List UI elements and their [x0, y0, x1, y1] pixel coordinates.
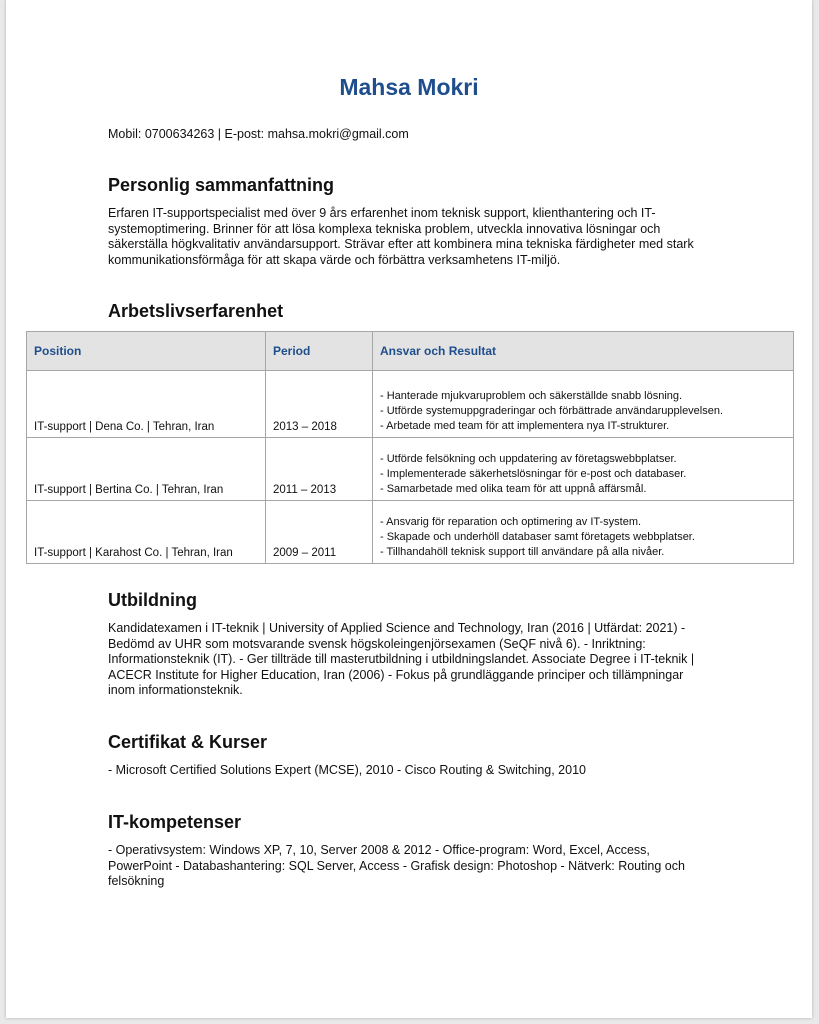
experience-heading: Arbetslivserfarenhet [108, 301, 284, 321]
table-row [27, 371, 794, 438]
responsibility-item: - Hanterade mjukvaruproblem och säkerställde snabb lösning. [380, 390, 683, 402]
position-cell: IT-support | Bertina Co. | Tehran, Iran [27, 438, 266, 501]
education-text: Kandidatexamen i IT-teknik | University of Applied Science and Technology, Iran (2016 | Utfärdat: 2021) - Bedömd av UHR som motsvarande svensk högskoleingenjörsexamen (SeQF nivå 6). - Inriktning: Informationsteknik (IT). - Ger tillträde till masterutbildning i utbildningslandet. Associate Degree i IT-teknik | ACECR Institute for Higher Education, Iran (2006) - Fokus på grundläggande principer och tillämpningar inom informationsteknik. [108, 621, 695, 697]
responsibilities-cell [373, 371, 794, 438]
responsibility-item: - Implementerade säkerhetslösningar för e-post och databaser. [380, 468, 687, 480]
candidate-name: Mahsa Mokri [339, 74, 479, 100]
column-header-responsibilities: Ansvar och Resultat [373, 332, 794, 371]
responsibility-item: - Tillhandahöll teknisk support till användare på alla nivåer. [380, 546, 665, 558]
table-row [27, 438, 794, 501]
skills-text: - Operativsystem: Windows XP, 7, 10, Server 2008 & 2012 - Office-program: Word, Excel, Access, PowerPoint - Databashantering: SQL Server, Access - Grafisk design: Photoshop - Nätverk: Routing och felsökning [108, 843, 685, 888]
resume-page [6, 0, 812, 1018]
responsibility-item: - Arbetade med team för att implementera nya IT-strukturer. [380, 420, 670, 432]
contact-info: Mobil: 0700634263 | E-post: mahsa.mokri@gmail.com [108, 127, 409, 141]
skills-heading: IT-kompetenser [108, 812, 242, 832]
position-cell: IT-support | Dena Co. | Tehran, Iran [27, 371, 266, 438]
responsibilities-cell [373, 438, 794, 501]
certificates-text: - Microsoft Certified Solutions Expert (MCSE), 2010 - Cisco Routing & Switching, 2010 [108, 763, 586, 777]
period-cell: 2011 – 2013 [266, 438, 373, 501]
column-header-period: Period [266, 332, 373, 371]
table-row [27, 501, 794, 564]
column-header-position: Position [27, 332, 266, 371]
responsibility-item: - Samarbetade med olika team för att uppnå affärsmål. [380, 483, 647, 495]
responsibility-item: - Utförde felsökning och uppdatering av företagswebbplatser. [380, 453, 677, 465]
certificates-heading: Certifikat & Kurser [108, 732, 268, 752]
period-cell: 2013 – 2018 [266, 371, 373, 438]
responsibility-item: - Utförde systemuppgraderingar och förbättrade användarupplevelsen. [380, 405, 724, 417]
education-heading: Utbildning [108, 590, 197, 610]
position-cell: IT-support | Karahost Co. | Tehran, Iran [27, 501, 266, 564]
responsibility-item: - Ansvarig för reparation och optimering av IT-system. [380, 516, 642, 528]
summary-text: Erfaren IT-supportspecialist med över 9 års erfarenhet inom teknisk support, klienthantering och IT-systemoptimering. Brinner för att lösa komplexa tekniska problem, utveckla innovativa lösningar och säkerställa högkvalitativ användarsupport. Strävar efter att kombinera mina tekniska färdigheter med stark kommunikationsförmåga för att skapa värde och förbättra verksamhetens IT-miljö. [108, 206, 694, 267]
period-cell: 2009 – 2011 [266, 501, 373, 564]
responsibility-item: - Skapade och underhöll databaser samt företagets webbplatser. [380, 531, 695, 543]
experience-table [26, 331, 794, 564]
responsibilities-cell [373, 501, 794, 564]
experience-table-header-row [27, 332, 794, 371]
summary-heading: Personlig sammanfattning [108, 175, 335, 195]
